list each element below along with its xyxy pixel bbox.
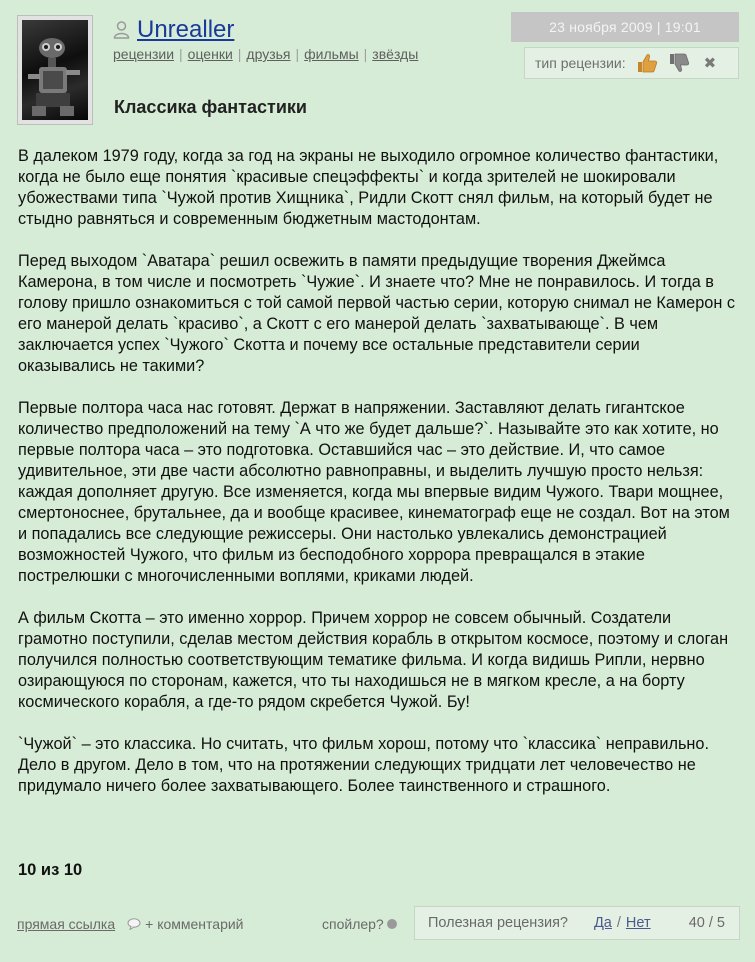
separator: | xyxy=(363,46,368,62)
separator: | xyxy=(179,46,183,62)
permalink-link[interactable]: прямая ссылка xyxy=(17,916,116,932)
user-icon xyxy=(113,21,130,39)
useful-question: Полезная рецензия? xyxy=(428,915,568,931)
author-link-ratings[interactable]: оценки xyxy=(187,46,233,62)
avatar-image xyxy=(22,20,88,120)
avatar[interactable] xyxy=(22,20,88,120)
review-paragraph: А фильм Скотта – это именно хоррор. Причем хоррор не совсем обычный. Создатели грамотно поступили, сделав местом действия корабль в открытом космосе, поэтому и слоган получился полностью соответствующим тематике фильма. И когда видишь Рипли, нервно озирающуюся по сторонам, кажется, что ты находишься не в мягком кресле, а на борту космического корабля, а где-то рядом скребется Чужой. Бу! xyxy=(18,609,729,711)
author-link-films[interactable]: фильмы xyxy=(304,46,359,62)
footer-links xyxy=(17,916,244,932)
author-link-reviews[interactable]: рецензии xyxy=(113,46,175,62)
author-links xyxy=(113,46,418,62)
review-title: Классика фантастики xyxy=(114,97,307,117)
vote-yes-link[interactable]: Да xyxy=(593,915,612,931)
review-date: 23 ноября 2009 | 19:01 xyxy=(511,12,739,42)
review-body xyxy=(18,146,740,818)
spoiler-toggle[interactable] xyxy=(322,916,397,932)
author-line xyxy=(113,16,234,44)
review-paragraph: Первые полтора часа нас готовят. Держат в напряжении. Заставляют делать гигантское количество предположений на тему `А что же будет дальше?`. Называйте это как хотите, но первые полтора часа – это подготовка. Оставшийся час – это действие. И, что самое удивительное, эти две части абсолютно равноправны, и выделить лучшую просто нельзя: каждая дополняет другую. Все изменяется, когда мы впервые видим Чужого. Твари мощнее, смертоноснее, брутальнее, да и вообще красивее, кинематограф еще не создал. Вот на этом и попадались все следующие режиссеры. Они настолько увлекались демонстрацией возможностей Чужого, что фильм из бесподобного хоррора превращался в этакие пострелюшки с многочисленными воплями, криками людей. xyxy=(18,399,730,585)
review-type-label: тип рецензии: xyxy=(535,55,626,71)
review-paragraph: Перед выходом `Аватара` решил освежить в памяти предыдущие творения Джеймса Камерона, в том числе и посмотреть `Чужие`. И знаете что? Мне не понравилось. И тогда в голову пришло ознакомиться с той самой первой частью серии, которую снимал не Камерон с его манерой делать `красиво`, а Скотт с его манерой делать `захватывающе`. В чем заключается успех `Чужого` Скотта и почему все остальные представители серии оказывались не такими? xyxy=(18,252,735,375)
vote-no-link[interactable]: Нет xyxy=(625,915,651,931)
vote-count: 40 / 5 xyxy=(688,915,725,931)
author-link-friends[interactable]: друзья xyxy=(246,46,291,62)
author-link-stars[interactable]: звёзды xyxy=(372,46,419,62)
useful-review-box xyxy=(414,906,740,940)
separator: | xyxy=(237,46,242,62)
thumbs-up-icon[interactable] xyxy=(636,53,658,73)
avatar-frame xyxy=(17,15,93,125)
comment-icon xyxy=(127,918,141,930)
spoiler-dot-icon[interactable] xyxy=(387,919,397,929)
review-score: 10 из 10 xyxy=(18,861,83,879)
author-username-link[interactable]: Unrealler xyxy=(137,16,235,43)
thumbs-down-icon[interactable] xyxy=(668,53,690,73)
add-comment-link[interactable]: + комментарий xyxy=(145,916,244,932)
spoiler-label: спойлер? xyxy=(322,916,384,932)
review-paragraph: `Чужой` – это классика. Но считать, что фильм хорош, потому что `классика` неправильно. Дело в другом. Дело в том, что на протяжении следующих тридцати лет человечество не придумало ничего более захватывающего. Более таинственного и страшного. xyxy=(18,735,709,795)
close-icon[interactable]: ✖ xyxy=(703,55,717,72)
review-paragraph: В далеком 1979 году, когда за год на экраны не выходило огромное количество фантастики, когда не было еще понятия `красивые спецэффекты` и когда зрителей не шокировали убожествами типа `Чужой против Хищника`, Ридли Скотт снял фильм, на который будет не стыдно равняться и современным бюджетным мастодонтам. xyxy=(18,147,719,228)
separator: | xyxy=(295,46,300,62)
review-type-box xyxy=(524,47,739,79)
vote-separator: / xyxy=(616,915,621,931)
